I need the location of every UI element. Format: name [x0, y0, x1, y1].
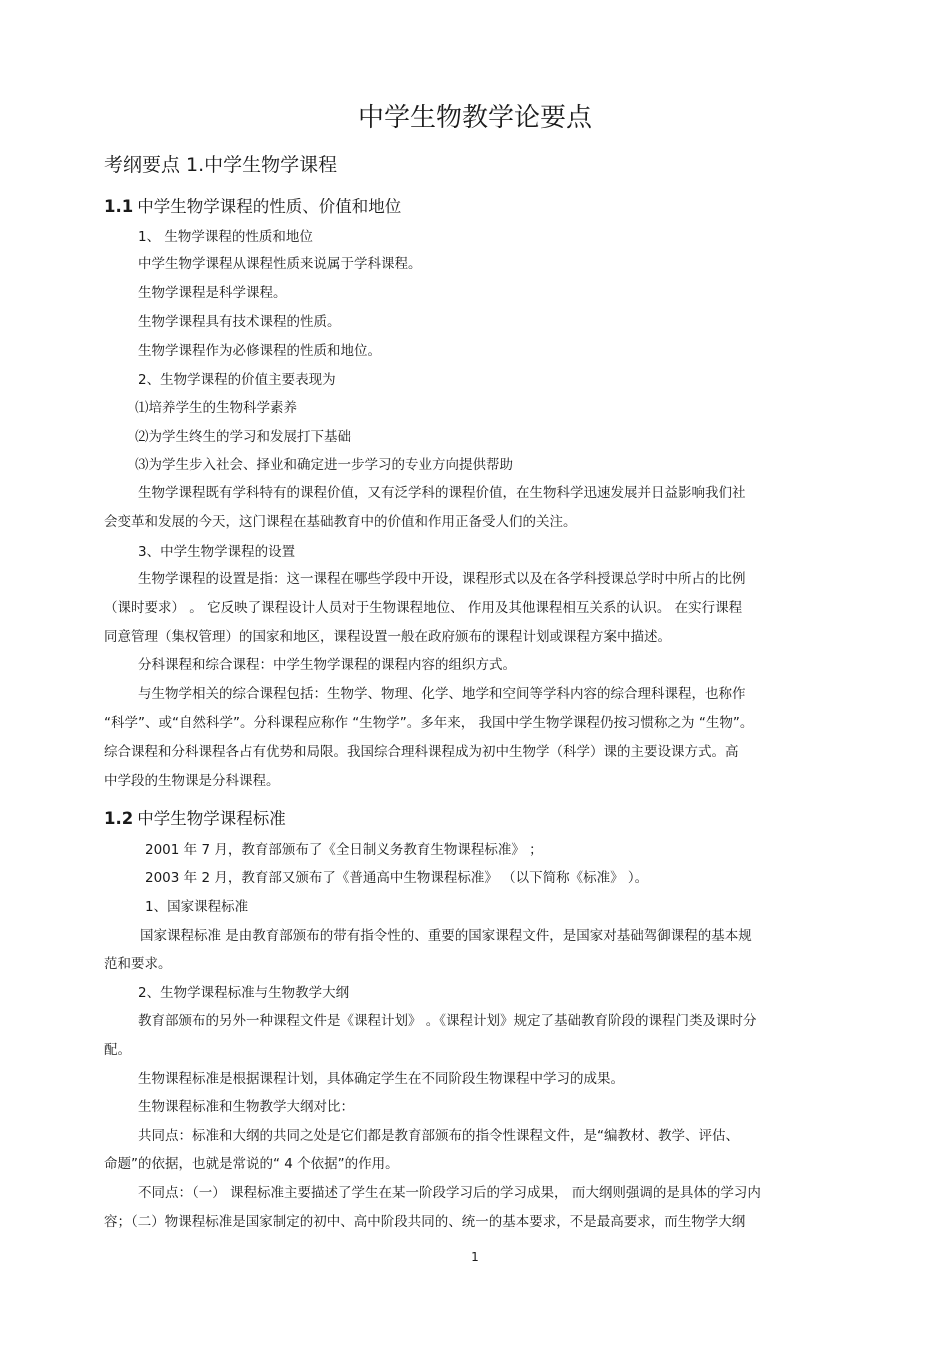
text-line: ⑵为学生终生的学习和发展打下基础: [135, 429, 351, 445]
text-line: 不同点：（一） 课程标准主要描述了学生在某一阶段学习后的学习成果， 而大纲则强调的是具体的学习内: [138, 1185, 761, 1201]
text-line: 综合课程和分科课程各占有优势和局限。我国综合理科课程成为初中生物学（科学）课的主要设课方式。高: [104, 744, 739, 760]
text-line: 3、中学生物学课程的设置: [138, 544, 296, 560]
text-line: “科学”、或“自然科学”。分科课程应称作 “生物学”。多年来， 我国中学生物学课程仍按习惯称之为 “生物”。: [104, 715, 754, 731]
text-line: ⑴培养学生的生物科学素养: [135, 400, 297, 416]
text-line: 教育部颁布的另外一种课程文件是《课程计划》 。《课程计划》规定了基础教育阶段的课程门类及课时分: [138, 1013, 757, 1029]
text-line: 生物课程标准和生物教学大纲对比：: [138, 1099, 354, 1115]
text-line: 中学生物学课程从课程性质来说属于学科课程。: [138, 256, 422, 272]
text-line: 2003 年 2 月，教育部又颁布了《普通高中生物课程标准》 （以下简称《标准》 ）。: [145, 870, 649, 886]
page-number: 1: [471, 1250, 479, 1264]
text-line: 2、生物学课程的价值主要表现为: [138, 372, 336, 388]
subsection-title: 中学生物学课程标准: [137, 809, 286, 828]
text-line: 1、 生物学课程的性质和地位: [138, 229, 313, 245]
text-line: 2001 年 7 月，教育部颁布了《全日制义务教育生物课程标准》 ；: [145, 842, 543, 858]
text-line: 生物学课程作为必修课程的性质和地位。: [138, 343, 381, 359]
subsection-number: 1.2: [104, 809, 134, 828]
text-line: 国家课程标准 是由教育部颁布的带有指令性的、重要的国家课程文件，是国家对基础驾御课程的基本规: [140, 928, 752, 944]
text-line: 生物学课程的设置是指：这一课程在哪些学段中开设，课程形式以及在各学科授课总学时中所占的比例: [138, 571, 746, 587]
text-line: 与生物学相关的综合课程包括：生物学、物理、化学、地学和空间等学科内容的综合理科课程，也称作: [138, 686, 746, 702]
text-line: 生物课程标准是根据课程计划，具体确定学生在不同阶段生物课程中学习的成果。: [138, 1071, 624, 1087]
text-line: 生物学课程既有学科特有的课程价值，又有泛学科的课程价值，在生物科学迅速发展并日益影响我们社: [138, 485, 746, 501]
text-line: （课时要求） 。 它反映了课程设计人员对于生物课程地位、 作用及其他课程相互关系的认识。 在实行课程: [104, 600, 743, 616]
text-line: 同意管理（集权管理）的国家和地区，课程设置一般在政府颁布的课程计划或课程方案中描述。: [104, 629, 671, 645]
text-line: 2、生物学课程标准与生物教学大纲: [138, 985, 350, 1001]
text-line: 共同点：标准和大纲的共同之处是它们都是教育部颁布的指令性课程文件，是“编教材、教学、评估、: [138, 1128, 739, 1144]
text-line: 会变革和发展的今天，这门课程在基础教育中的价值和作用正备受人们的关注。: [104, 514, 577, 530]
text-line: 生物学课程是科学课程。: [138, 285, 287, 301]
page-title: 中学生物教学论要点: [357, 103, 592, 133]
text-line: 中学段的生物课是分科课程。: [104, 773, 280, 789]
subsection-1-1-heading: [104, 194, 401, 220]
text-line: 容；（二）物课程标准是国家制定的初中、高中阶段共同的、统一的基本要求，不是最高要求，而生物学大纲: [104, 1214, 746, 1230]
subsection-1-2-heading: [104, 806, 286, 832]
subsection-title: 中学生物学课程的性质、价值和地位: [137, 197, 402, 216]
text-line: 命题”的依据，也就是常说的“ 4 个依据”的作用。: [104, 1156, 399, 1172]
text-line: 生物学课程具有技术课程的性质。: [138, 314, 341, 330]
subsection-number: 1.1: [104, 197, 134, 216]
section-heading: 考纲要点 1.中学生物学课程: [104, 154, 338, 176]
text-line: 分科课程和综合课程：中学生物学课程的课程内容的组织方式。: [138, 657, 516, 673]
text-line: ⑶为学生步入社会、择业和确定进一步学习的专业方向提供帮助: [135, 457, 513, 473]
text-line: 配。: [104, 1042, 131, 1058]
text-line: 范和要求。: [104, 956, 172, 972]
text-line: 1、国家课程标准: [145, 899, 249, 915]
